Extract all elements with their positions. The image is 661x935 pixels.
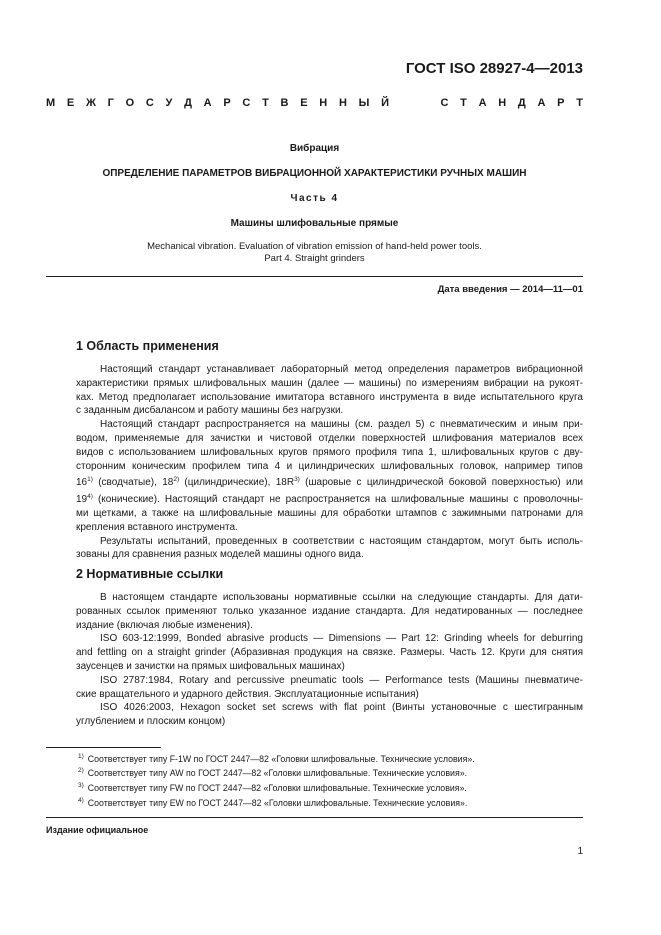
banner-letter: Р — [557, 97, 565, 109]
banner-letter: Т — [262, 97, 269, 109]
english-title-line: Part 4. Straight grinders — [264, 253, 365, 264]
footnote-text: Соответствует типу F-1W по ГОСТ 2447—82 «Головки шлифовальные. Технические условия». — [87, 754, 475, 764]
footnote-mark: 2) — [78, 767, 84, 774]
text-line: характеристики прямых шлифовальных машин (далее — машины) по измерениям вибрации на рукоят- — [76, 377, 583, 389]
paragraph — [76, 591, 583, 729]
banner-letter: Е — [300, 97, 308, 109]
text-line: видов с использованием шлифовальных кругов прямого профиля типа 1, шлифовальных кругов с дву- — [76, 446, 583, 458]
banner-letter: С — [242, 97, 251, 109]
footnote-text: Соответствует типу FW по ГОСТ 2447—82 «Головки шлифовальные. Технические условия». — [87, 783, 467, 793]
banner-letter: Ы — [358, 97, 370, 109]
banner-letter: Н — [338, 97, 347, 109]
text-run: (сводчатые), 18 — [92, 477, 174, 489]
reference-line: ISO 603-12:1999, Bonded abrasive products — Dimensions — Part 12: Grinding wheels for deburring — [100, 633, 583, 645]
footnote — [78, 753, 475, 764]
footnote-mark: 4) — [78, 797, 84, 804]
english-title-line: Mechanical vibration. Evaluation of vibration emission of hand-held power tools. — [147, 241, 482, 252]
banner-letter: А — [203, 97, 212, 109]
text-line: рованных ссылок применяют только указанное издание стандарта. Для недатированных — последнее — [76, 605, 583, 617]
part-number: Часть 4 — [290, 193, 339, 204]
banner-letter: О — [125, 97, 135, 109]
footnote-ref[interactable]: 1) — [87, 476, 93, 484]
reference-line: углублением и плоским концом) — [76, 716, 226, 728]
footnote — [78, 767, 467, 778]
footnote-divider — [46, 747, 161, 748]
page-number: 1 — [577, 846, 583, 857]
reference-line: and fettling on a straight grinder (Абразивная продукция на связке. Размеры. Часть 12. Круги для снятия — [76, 647, 583, 659]
section-heading-scope: 1 Область применения — [76, 339, 219, 353]
banner-letter: М — [46, 97, 56, 109]
banner-letter: Ж — [85, 97, 96, 109]
footnote-ref[interactable]: 2) — [173, 476, 180, 484]
title-full: ОПРЕДЕЛЕНИЕ ПАРАМЕТРОВ ВИБРАЦИОННОЙ ХАРАКТЕРИСТИКИ РУЧНЫХ МАШИН — [102, 168, 527, 179]
title-main: Вибрация — [289, 143, 340, 154]
footnote-mark: 3) — [78, 782, 84, 789]
footnote — [78, 797, 467, 808]
introduction-date: Дата введения — 2014—11—01 — [437, 284, 583, 295]
banner-letter: Р — [223, 97, 231, 109]
banner-letter: В — [280, 97, 289, 109]
banner-letter: Й — [381, 97, 390, 109]
footnote — [78, 782, 467, 793]
text-line: с заданным дисбалансом и работу машины без нагрузки. — [76, 405, 344, 417]
english-title — [46, 241, 583, 265]
text-line: ми щетками, а также на шлифовальные машины для обработки штампов с зажимными патронами для — [76, 507, 583, 519]
text-line: Результаты испытаний, проведенных в соответствии с настоящим стандартом, могут быть исполь- — [100, 535, 583, 547]
banner-letter: Т — [576, 97, 583, 109]
banner-letter: А — [537, 97, 546, 109]
banner-gap — [401, 97, 429, 109]
text-line: ках. Метод предполагает использование имитатора вставного инструмента в виде испытательного круга — [76, 391, 583, 403]
banner-letter: Т — [460, 97, 467, 109]
text-run: (конические). Настоящий стандарт не распространяется на шлифовальные машины с проволочны- — [92, 494, 583, 506]
banner-letter: Д — [184, 97, 192, 109]
divider — [46, 817, 583, 818]
footnote-text: Соответствует типу AW по ГОСТ 2447—82 «Головки шлифовальные. Технические условия». — [87, 768, 468, 778]
banner-letter: С — [440, 97, 449, 109]
text-line — [76, 490, 583, 507]
text-run: (шаровые с цилиндрической боковой поверхностью) или — [299, 477, 584, 489]
footnote-ref[interactable]: 4) — [87, 493, 93, 501]
footnote-text: Соответствует типу EW по ГОСТ 2447—82 «Головки шлифовальные. Технические условия». — [87, 798, 468, 808]
text-line: зованы для сравнения разных моделей машины одного вида. — [76, 549, 364, 561]
text-line: издание (включая любые изменения). — [76, 619, 253, 631]
text-line: крепления вставного инструмента. — [76, 521, 238, 533]
reference-line: ISO 4026:2003, Hexagon socket set screws with flat point (Винты установочные с шестигранным — [100, 702, 583, 714]
reference-line: ISO 2787:1984, Rotary and percussive pneumatic tools — Performance tests (Машины пневматиче- — [100, 674, 583, 686]
text-run: 16 — [76, 477, 88, 489]
footnote-mark: 1) — [78, 753, 84, 760]
banner-letter: Н — [498, 97, 507, 109]
reference-line: заусенцев и зачистки на прямых шифовальных машинах) — [76, 660, 345, 672]
text-run: 19 — [76, 494, 88, 506]
banner-letter: Д — [517, 97, 526, 109]
standard-banner — [46, 97, 583, 109]
banner-letter: Н — [319, 97, 328, 109]
section-heading-references: 2 Нормативные ссылки — [76, 567, 224, 581]
official-edition-label: Издание официальное — [46, 825, 149, 835]
paragraph — [76, 363, 583, 562]
banner-letter: У — [165, 97, 173, 109]
reference-line: ские вращательного и ударного действия. Эксплуатационные испытания) — [76, 688, 419, 700]
text-line: В настоящем стандарте использованы нормативные ссылки на следующие стандарты. Для дати- — [100, 592, 583, 603]
banner-letter: С — [145, 97, 154, 109]
text-line: водом, применяемые для зачистки и чистовой отделки поверхностей шлифования материалов всех — [76, 432, 583, 444]
text-run: (цилиндрические), 18R — [179, 477, 295, 489]
text-line: Настоящий стандарт распространяется на машины (см. раздел 5) с пневматическим и иным при- — [100, 419, 583, 431]
document-code: ГОСТ ISO 28927-4—2013 — [405, 60, 583, 77]
text-line: сторонним коническим профилем типа 4 и цилиндрических шлифовальных головок, например типов — [76, 460, 583, 472]
divider — [46, 276, 583, 277]
text-line — [76, 473, 583, 490]
text-line: Настоящий стандарт устанавливает лабораторный метод определения параметров вибрационной — [100, 364, 583, 375]
banner-letter: Е — [66, 97, 75, 109]
banner-letter: Г — [107, 97, 114, 109]
banner-letter: А — [478, 97, 487, 109]
part-title: Машины шлифовальные прямые — [230, 218, 399, 229]
footnote-ref[interactable]: 3) — [294, 476, 300, 484]
